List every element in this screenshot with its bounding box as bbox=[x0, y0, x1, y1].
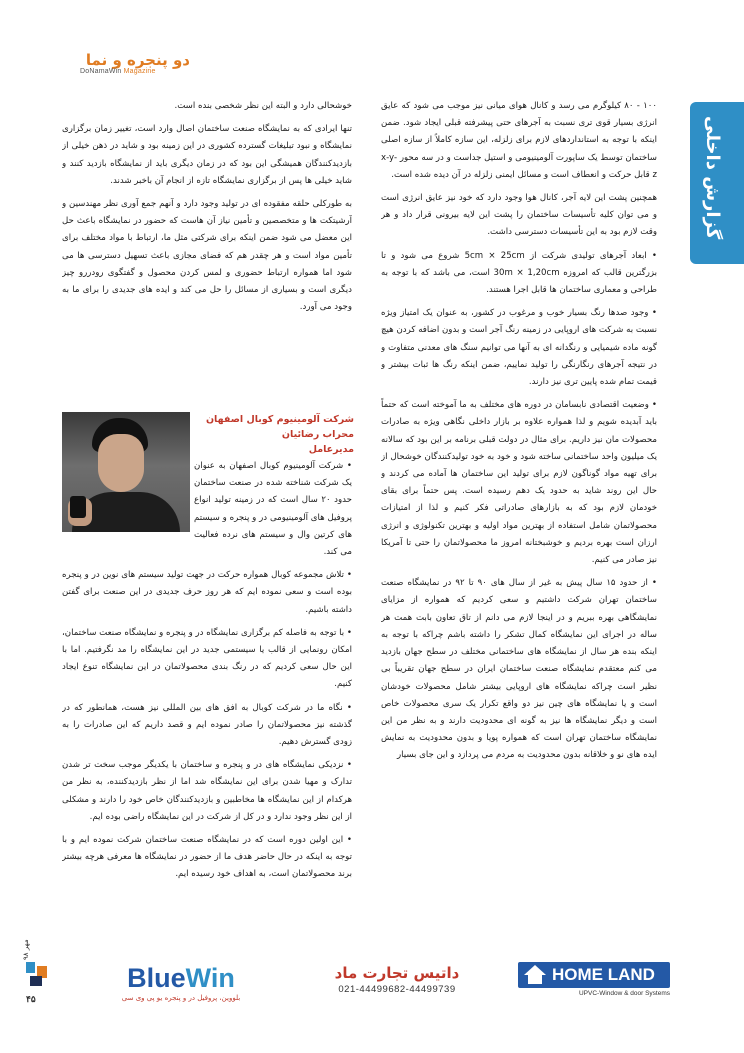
bluewin-blue: Blue bbox=[127, 963, 186, 993]
paragraph: • وجود صدها رنگ بسیار خوب و مرغوب در کشور، به عنوان یک امتیاز ویژه نسبت به شرکت های اروپایی در زمینه رنگ آجر است و بدون اضافه کردن هیچ گونه ماده شیمیایی و رنگدانه ای به آنها می توانیم سنگ های معدنی متفاوت و در نتیجه آجرهای رنگارنگی را تولید نماییم، ضمن اینکه رنگ ها ثبات بیشتر و قیمت تمام شده پایین تری نیز دارند. bbox=[381, 308, 657, 388]
paragraph: • وضعیت اقتصادی نابسامان در دوره های مختلف به ما آموخته است که حتماً باید آبدیده شویم و لذا همواره علاوه بر بازار داخلی نگاهی ویژه به صادرات محصولات مان نیز داریم. برای مثال در دولت قبلی برنامه بر این بود که سالانه یک میلیون واحد ساختمانی ساخته شود و خود به خود تولیدکنندگان خوشحال از برای تهیه مواد گوناگون لازم برای تولید این ساختمان ها آماده می کردند و حال این روند شاید به حدود یک دهم رسیده است. پس حتماً برای بقای خودمان لازم بود که به بازارهای صادراتی فکر کنیم و لذا از امتیازات محصولاتمان شامل استفاده از بهترین مواد اولیه و بهترین تکنولوژی و انرژی ارزان است بهره بردیم و خوشبختانه امروز ما محصولاتمان را حتی تا آمریکا نیز صادر می کنیم. bbox=[381, 400, 657, 566]
company-name: شرکت آلومینیوم کوبال اصفهان bbox=[205, 414, 354, 425]
issue-label: مهر ۹۸ bbox=[22, 939, 30, 960]
corner-logo-icon bbox=[26, 962, 48, 988]
left-column-top bbox=[62, 98, 352, 398]
datis-ad[interactable] bbox=[290, 962, 504, 1008]
paragraph: • تلاش مجموعه کوبال همواره حرکت در جهت تولید سیستم های نوین در و پنجره بوده است و سعی نموده ایم که هر روز حرف جدیدی در این صنعت برای گفتن داشته باشیم. bbox=[62, 570, 352, 615]
paragraph: تنها ایرادی که به نمایشگاه صنعت ساختمان اصال وارد است، تغییر زمان برگزاری نمایشگاه و نبود تبلیغات گسترده کشوری در این زمینه بود و شاید در ذهن خیلی از بازدیدکنندگان همیشگی این بود که در زمان دیگری باید از نمایشگاه بازدید کنند و شاید خیلی ها پس از برگزاری نمایشگاه تازه از انجام آن باخبر شدند. bbox=[62, 124, 352, 186]
logo-subtitle bbox=[80, 68, 190, 75]
page-number: ۴۵ bbox=[26, 994, 36, 1004]
bluewin-ad[interactable] bbox=[102, 962, 260, 1008]
magazine-logo bbox=[80, 52, 190, 82]
paragraph: خوشحالی دارد و البته این نظر شخصی بنده است. bbox=[174, 101, 352, 111]
house-icon bbox=[524, 965, 546, 975]
paragraph: • شرکت آلومینیوم کوبال اصفهان به عنوان یک شرکت شناخته شده در صنعت ساختمان حدود ۲۰ سال است که در زمینه تولید انواع پروفیل های آلومینیومی در و پنجره و سیستم های کرتین وال و سیستم های نرده فعالیت می کند. bbox=[194, 461, 352, 558]
section-tab-label: گزارش داخلی bbox=[702, 116, 723, 240]
bluewin-win: Win bbox=[185, 963, 235, 993]
homeland-logo bbox=[518, 962, 670, 988]
paragraph: • از حدود ۱۵ سال پیش به غیر از سال های ۹۰ تا ۹۲ در نمایشگاه صنعت ساختمان تهران شرکت داشتیم و سعی کردیم که همواره از مزایای نمایشگاهی بهره ببریم و در اینجا لازم می دانم از تاق تعاون بابت همت هر ساله در اجرای این نمایشگاه کمال تشکر را داشته باشم چراکه با توجه به اینکه بنده هر سال از نمایشگاه های ساختمانی مختلف در سطح جهان بازدید می کنم معتقدم نمایشگاه صنعت ساختمان ایران در سطح جهان تقریباً بی نظیر است چراکه نمایشگاه های اروپایی بیشتر شامل محصولات خودشان است و یا نمایشگاه های چین نیز دو واقع تکرار یک سری محصولات خاص است و دیگر نمایشگاه ها نیز به گونه ای محدودیت دارند و به نظر من این نمایشگاه ساختمان تهران است که همواره پویا و بدون محدودیت به نمایش ایده های نو و خلاقانه بدون محدودیت به مردم می پردازد و این جای بسیار bbox=[381, 578, 657, 761]
house-body-icon bbox=[528, 975, 542, 984]
bluewin-logo bbox=[102, 962, 260, 994]
company-person: محراب رضائیان bbox=[281, 429, 354, 440]
paragraph: ۱۰۰ - ۸۰ کیلوگرم می رسد و کانال هوای میانی نیز موجب می شود که عایق انرژی بسیار قوی تری نسبت به آجرهای حتی پیشرفته قبلی ایجاد شود. ضمن اینکه با توجه به استانداردهای لازم برای زلزله، این سازه کاملاً از سازه اصلی ساختمان توسط یک ساپورت آلومینیومی و استیل جداست و در سه محور x-y-z قابل حرکت و انعطاف است و مسائل ایمنی زلزله در آن دیده شده است. bbox=[381, 101, 657, 180]
paragraph: • نگاه ما در شرکت کوبال به افق های بین المللی نیز هست، همانطور که در گذشته نیز محصولاتمان را صادر نموده ایم و قصد داریم که این صادرات را به زودی گسترش دهیم. bbox=[62, 702, 352, 748]
section-tab bbox=[690, 102, 744, 264]
homeland-tagline: UPVC-Window & door Systems bbox=[578, 990, 670, 997]
datis-title: داتیس تجارت ماد bbox=[334, 964, 460, 982]
paragraph: • ابعاد آجرهای تولیدی شرکت از 5cm × 25cm شروع می شود و تا بزرگترین قالب که امروزه 30m × 1,20cm است، می باشد که با توجه به طراحی و معماری ساختمان ها قابل اجرا هستند. bbox=[381, 250, 657, 296]
logo-sub-prefix: DoNamaWin bbox=[80, 68, 122, 75]
corner-block-navy bbox=[30, 976, 42, 986]
paragraph: همچنین پشت این لایه آجر، کانال هوا وجود دارد که خود نیز عایق انرژی است و می توان کلیه تأسیسات ساختمان را پشت این لایه بیرونی قرار داد و هر وقت لازم بود به این تأسیسات دسترسی داشت. bbox=[381, 193, 657, 238]
homeland-ad[interactable] bbox=[518, 962, 670, 1008]
company-role: مدیرعامل bbox=[308, 444, 354, 455]
paragraph: • این اولین دوره است که در نمایشگاه صنعت ساختمان شرکت نموده ایم و با توجه به اینکه در حال حاضر هدف ما از حضور در نمایشگاه ها معرفی هرچه بیشتر برند محصولاتمان است، به اهداف خود رسیده ایم. bbox=[62, 835, 352, 880]
footer-ads bbox=[62, 962, 674, 1008]
company-caption bbox=[194, 412, 354, 462]
paragraph: • نزدیکی نمایشگاه های در و پنجره و ساختمان با یکدیگر موجب سخت تر شدن تدارک و مهیا شدن برای این نمایشگاه شد اما از نظر بازدیدکننده، به نظر من هرکدام از این نمایشگاه ها مخاطبین و بازدیدکنندگان خاص خود را دارند و مشکلی از این نظر وجود ندارد و در کل از شرکت در این نمایشگاه راضی بوده ایم. bbox=[62, 760, 352, 822]
logo-sub-magazine: Magazine bbox=[123, 68, 156, 75]
logo-text: دو پنجره و نما bbox=[85, 51, 190, 69]
corner-block-blue bbox=[26, 962, 35, 973]
datis-phone: 021-44499682-44499739 bbox=[338, 984, 456, 995]
bluewin-tagline: بلووین، پروفیل در و پنجره یو پی وی سی bbox=[121, 994, 241, 1002]
right-column bbox=[381, 98, 657, 948]
paragraph: به طورکلی حلقه مفقوده ای در تولید وجود دارد و آنهم جمع آوری نظر مهندسین و آرشیتکت ها و متخصصین و تأمین نیاز آن هاست که حضور در نمایشگاه باعث حل این معضل می شود ضمن اینکه برای شرکتی مثل ما، ارتباط با مواد مختلف برای تأمین مواد است و هر چقدر هم که فضای مجازی باعث تسهیل دسترسی ها می شود اما همواره ارتباط حضوری و لمس کردن محصول و گفتگوی رودررو چیز دیگری است و بسیاری از مسائل را حل می کند و ایده های جدیدی را برای ما به وجود می آورد. bbox=[62, 199, 352, 313]
paragraph: • با توجه به فاصله کم برگزاری نمایشگاه در و پنجره و نمایشگاه صنعت ساختمان، امکان رونمایی از قالب یا سیستمی جدید در این نمایشگاه را مد نگرفتیم. اما با این حال سعی کردیم که در رنگ بندی محصولاتمان در این نمایشگاه تنوع ایجاد کنیم. bbox=[62, 627, 352, 690]
homeland-brand: HOME LAND bbox=[552, 965, 655, 984]
left-column-bottom bbox=[62, 458, 352, 953]
